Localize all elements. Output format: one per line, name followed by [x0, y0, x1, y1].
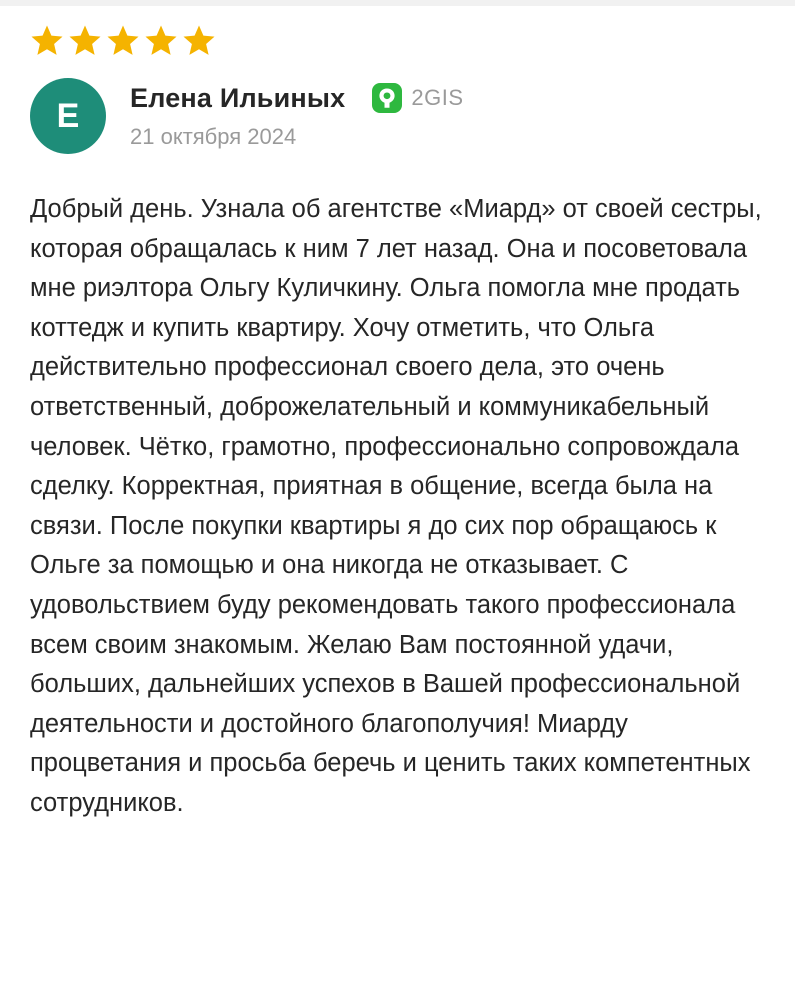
- star-icon: [68, 24, 102, 58]
- review-card: [30, 22, 770, 824]
- avatar[interactable]: [30, 78, 106, 154]
- avatar-initial: Е: [56, 96, 80, 135]
- review-source: [371, 82, 463, 114]
- source-label: 2GIS: [411, 85, 464, 110]
- author-meta: [130, 78, 464, 152]
- 2gis-logo-icon: [371, 82, 403, 114]
- star-rating: [30, 22, 770, 60]
- name-row: [130, 80, 464, 116]
- author-name[interactable]: Елена Ильиных: [130, 82, 346, 113]
- review-date: 21 октября 2024: [130, 124, 297, 149]
- review-text: Добрый день. Узнала об агентстве «Миард» от своей сестры, которая обращалась к ним 7 лет назад. Она и посоветовала мне риэлтора Ольгу Куличкину. Ольга помогла мне продать коттедж и купить квартиру. Хочу отметить, что Ольга действительно профессионал своего дела, это очень ответственный, доброжелательный и коммуникабельный человек. Чётко, грамотно, профессионально сопровождала сделку. Корректная, приятная в общение, всегда была на связи. После покупки квартиры я до сих пор обращаюсь к Ольге за помощью и она никогда не отказывает. С удовольствием буду рекомендовать такого профессионала всем своим знакомым. Желаю Вам постоянной удачи, больших, дальнейших успехов в Вашей профессиональной деятельности и достойного благополучия! Миарду процветания и просьба беречь и ценить таких компетентных сотрудников.: [30, 195, 762, 817]
- star-icon: [106, 24, 140, 58]
- star-icon: [182, 24, 216, 58]
- review-header: [30, 78, 770, 154]
- star-icon: [144, 24, 178, 58]
- star-icon: [30, 24, 64, 58]
- top-divider: [0, 0, 795, 6]
